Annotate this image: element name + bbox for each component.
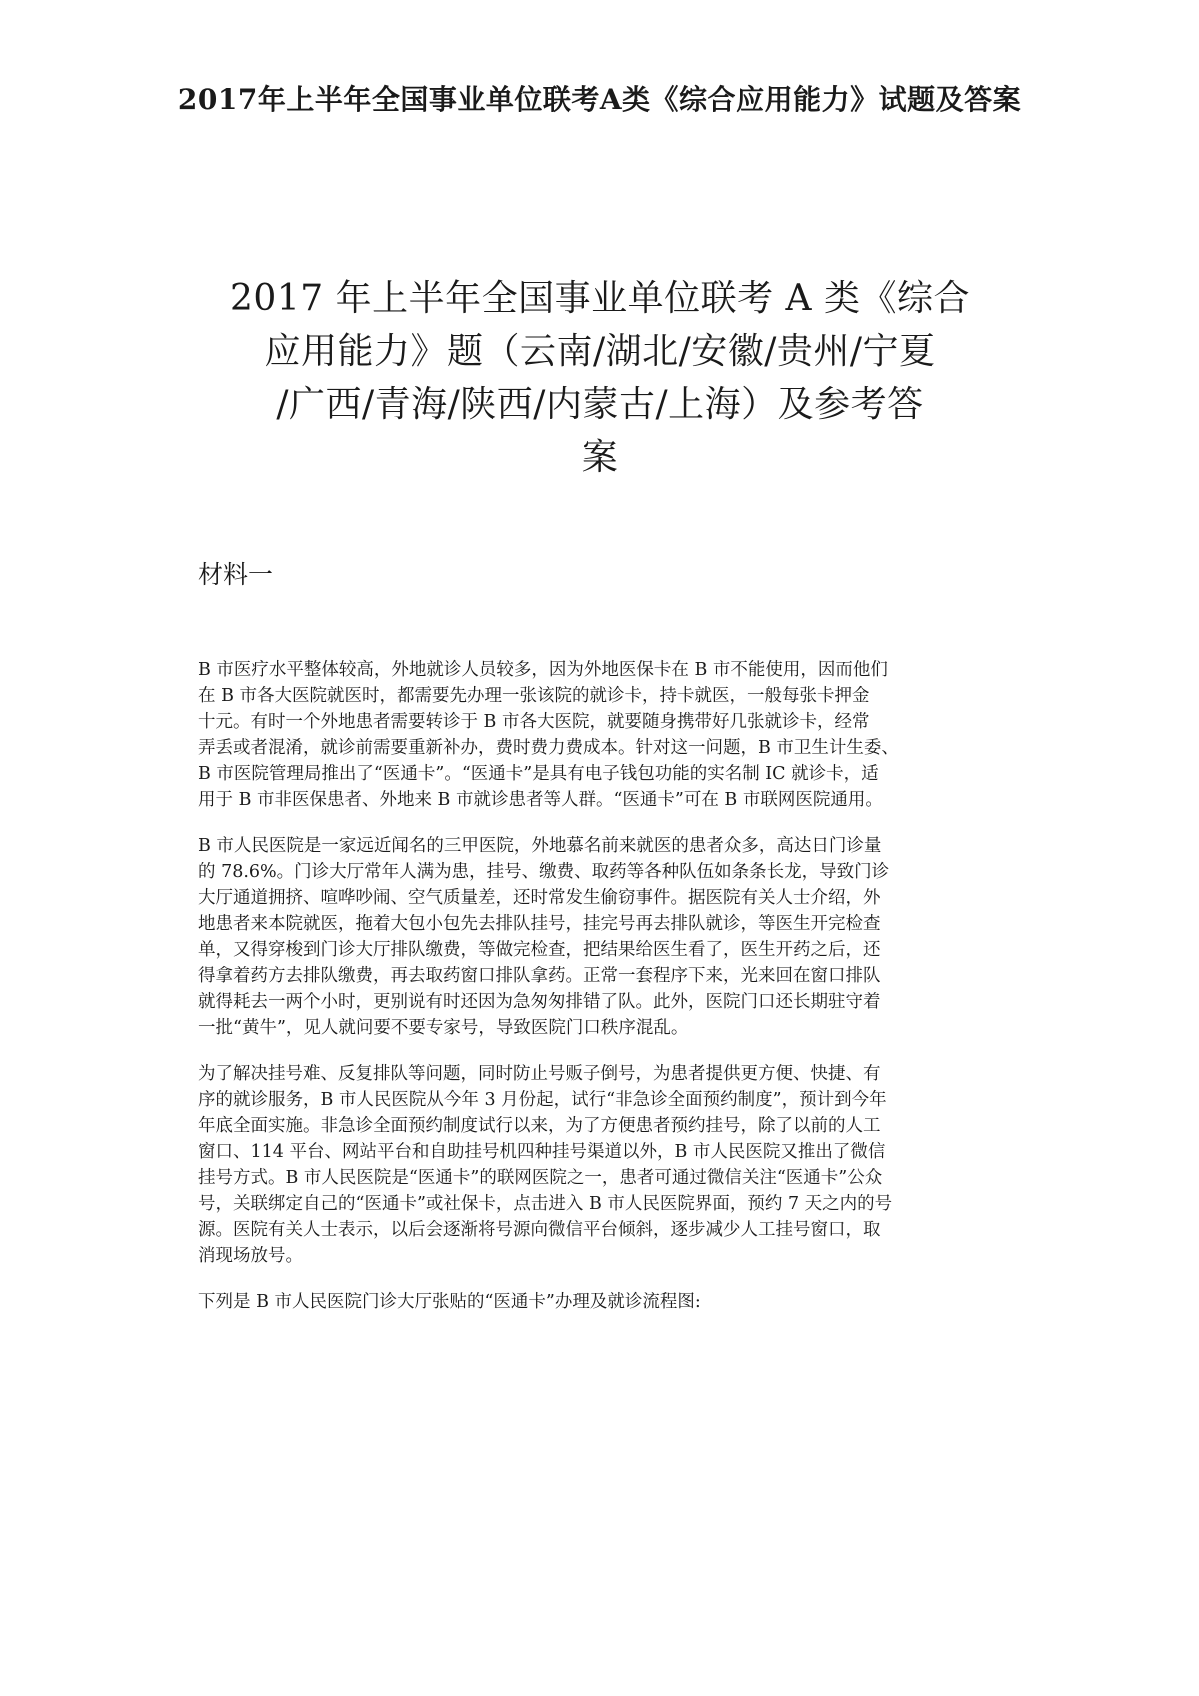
text-line: B 市医院管理局推出了“医通卡”。“医通卡”是具有电子钱包功能的实名制 IC 就诊卡，适: [198, 764, 879, 784]
text-line: 大厅通道拥挤、喧哗吵闹、空气质量差，还时常发生偷窃事件。据医院有关人士介绍，外: [198, 888, 881, 908]
body-text: [198, 657, 1003, 1335]
text-line: 用于 B 市非医保患者、外地来 B 市就诊患者等人群。“医通卡”可在 B 市联网医院通用。: [198, 790, 883, 810]
paragraph-3: [198, 1061, 1003, 1269]
page-header-title: 2017年上半年全国事业单位联考A类《综合应用能力》试题及答案: [177, 83, 1022, 116]
text-line: 在 B 市各大医院就医时，都需要先办理一张该院的就诊卡，持卡就医，一般每张卡押金: [198, 686, 870, 706]
main-title-line: 应用能力》题（云南/湖北/安徽/贵州/宁夏: [264, 331, 936, 372]
text-line: 下列是 B 市人民医院门诊大厅张贴的“医通卡”办理及就诊流程图:: [198, 1292, 701, 1312]
text-line: 弄丢或者混淆，就诊前需要重新补办，费时费力费成本。针对这一问题，B 市卫生计生委、: [198, 738, 899, 758]
text-line: 得拿着药方去排队缴费，再去取药窗口排队拿药。正常一套程序下来，光来回在窗口排队: [198, 966, 881, 986]
main-title-line: 案: [581, 437, 619, 478]
text-line: 挂号方式。B 市人民医院是“医通卡”的联网医院之一，患者可通过微信关注“医通卡”公众: [198, 1168, 883, 1188]
text-line: 为了解决挂号难、反复排队等问题，同时防止号贩子倒号，为患者提供更方便、快捷、有: [198, 1064, 881, 1084]
text-line: B 市医疗水平整体较高，外地就诊人员较多，因为外地医保卡在 B 市不能使用，因而他们: [198, 660, 888, 680]
text-line: 年底全面实施。非急诊全面预约制度试行以来，为了方便患者预约挂号，除了以前的人工: [198, 1116, 881, 1136]
text-line: 的 78.6%。门诊大厅常年人满为患，挂号、缴费、取药等各种队伍如条条长龙，导致门诊: [198, 862, 890, 882]
text-line: 源。医院有关人士表示，以后会逐渐将号源向微信平台倾斜，逐步减少人工挂号窗口，取: [198, 1220, 881, 1240]
text-line: 消现场放号。: [198, 1246, 303, 1266]
text-line: 序的就诊服务，B 市人民医院从今年 3 月份起，试行“非急诊全面预约制度”，预计到今年: [198, 1090, 887, 1110]
text-line: 窗口、114 平台、网站平台和自助挂号机四种挂号渠道以外，B 市人民医院又推出了微信: [198, 1142, 886, 1162]
text-line: 号，关联绑定自己的“医通卡”或社保卡，点击进入 B 市人民医院界面，预约 7 天之内的号: [198, 1194, 893, 1214]
text-line: 地患者来本院就医，拖着大包小包先去排队挂号，挂完号再去排队就诊，等医生开完检查: [198, 914, 881, 934]
paragraph-4: [198, 1289, 1003, 1315]
text-line: 一批“黄牛”，见人就问要不要专家号，导致医院门口秩序混乱。: [198, 1018, 689, 1038]
paragraph-1: [198, 657, 1003, 813]
text-line: 单，又得穿梭到门诊大厅排队缴费，等做完检查，把结果给医生看了，医生开药之后，还: [198, 940, 881, 960]
text-line: 就得耗去一两个小时，更别说有时还因为急匆匆排错了队。此外，医院门口还长期驻守着: [198, 992, 881, 1012]
main-title: [190, 272, 1010, 484]
text-line: 十元。有时一个外地患者需要转诊于 B 市各大医院，就要随身携带好几张就诊卡，经常: [198, 712, 870, 732]
section-heading: 材料一: [198, 560, 274, 589]
paragraph-2: [198, 833, 1003, 1041]
text-line: B 市人民医院是一家远近闻名的三甲医院，外地慕名前来就医的患者众多，高达日门诊量: [198, 836, 882, 856]
main-title-line: 2017 年上半年全国事业单位联考 A 类《综合: [230, 278, 970, 319]
main-title-line: /广西/青海/陕西/内蒙古/上海）及参考答: [276, 384, 924, 425]
